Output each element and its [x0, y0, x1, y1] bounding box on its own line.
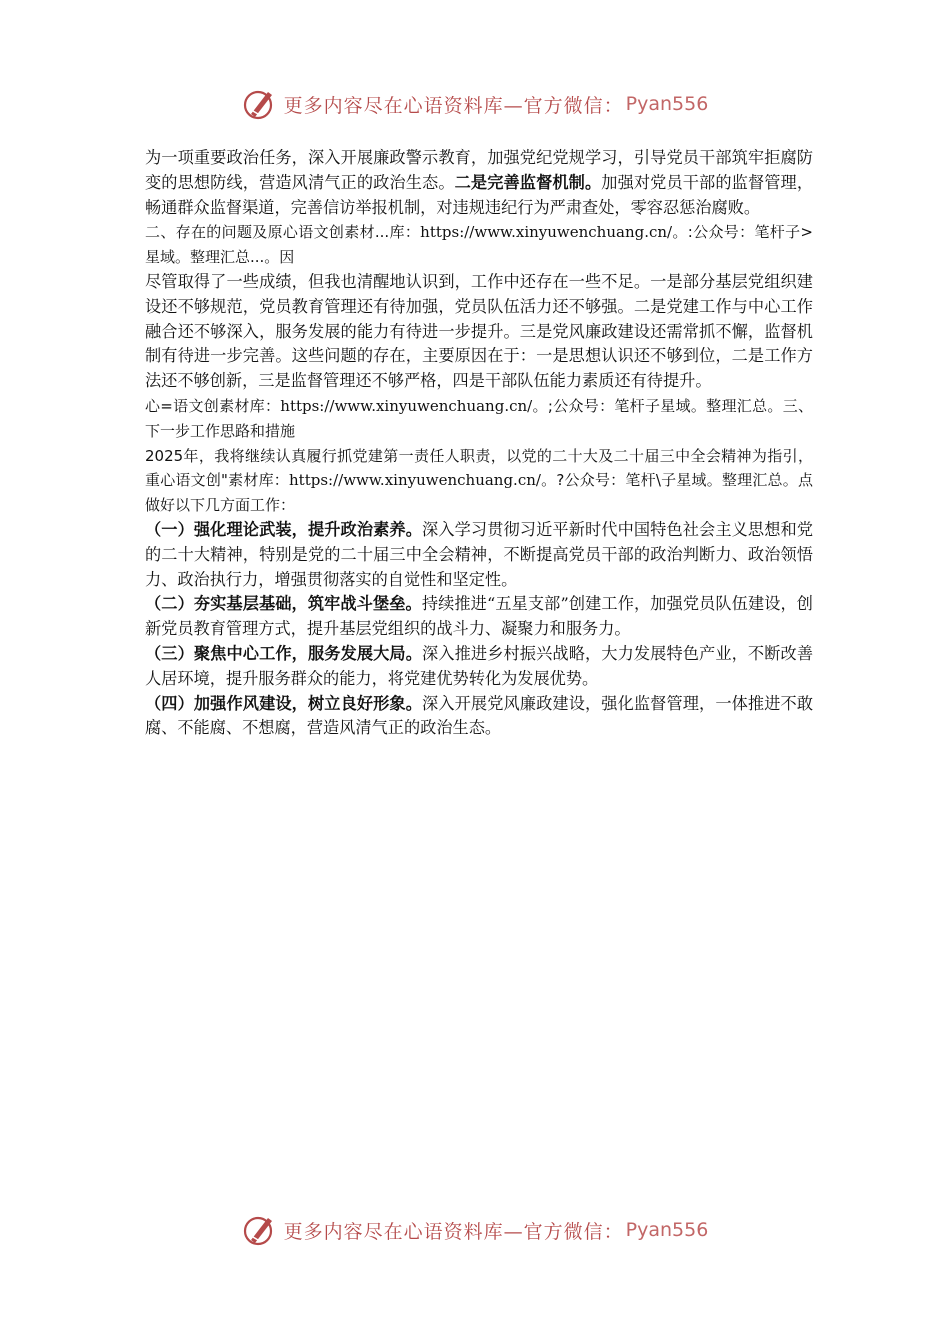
banner-wechat-id: Pyan556 [625, 93, 709, 115]
banner-text: 更多内容尽在心语资料库—官方微信： [283, 1220, 624, 1243]
paragraph-9-heading: （四）加强作风建设，树立良好形象。 [145, 693, 423, 713]
paragraph-3: 尽管取得了一些成绩，但我也清醒地认识到，工作中还存在一些不足。一是部分基层党组织建设还不够规范，党员教育管理还有待加强，党员队伍活力还不够强。二是党建工作与中心工作融合还不够深入，服务发展的能力有待进一步提升。三是党风廉政建设还需常抓不懈，监督机制有待进一步完善。这些问题的存在，主要原因在于：一是思想认识还不够到位，二是工作方法还不够创新，三是监督管理还不够严格，四是干部队伍能力素质还有待提升。 [145, 271, 813, 391]
paragraph-7-text: 持续推进“五星支部”创建工作，加强党员队伍建设，创新党员教育管理方式，提升基层党组织的战斗力、凝聚力和服务力。 [145, 594, 813, 639]
pen-circle-logo-icon [242, 1212, 278, 1248]
paragraph-6-heading: （一）强化理论武装，提升政治素养。 [145, 519, 423, 539]
paragraph-6-text: 深入学习贯彻习近平新时代中国特色社会主义思想和党的二十大精神，特别是党的二十届三中全会精神，不断提高党员干部的政治判断力、政治领悟力、政治执行力，增强贯彻落实的自觉性和坚定性。 [145, 519, 814, 589]
paragraph-4-url: https://www.xinyuwenchuang.cn/ [280, 396, 533, 415]
paragraph-4 [145, 394, 813, 444]
paragraph-2 [145, 220, 813, 270]
pen-circle-logo-icon [242, 86, 278, 122]
paragraph-5-pre: 2025年，我将继续认真履行抓党建第一责任人职责，以党的二十大及二十届三中全会精神为指引，重心语文创"素材库： [145, 446, 813, 490]
document-body [145, 146, 813, 741]
paragraph-1-bold: 二是完善监督机制。 [454, 172, 602, 192]
paragraph-2-post: 。:公众号：笔杆子>星域。整理汇总...。因 [145, 223, 813, 267]
paragraph-2-url: https://www.xinyuwenchuang.cn/ [420, 223, 673, 242]
paragraph-5-post: 。?公众号：笔杆\子星域。整理汇总。点做好以下几方面工作： [145, 471, 813, 515]
header-banner [0, 84, 950, 124]
paragraph-5 [145, 444, 813, 518]
paragraph-6 [145, 518, 813, 592]
paragraph-4-post: 。;公众号：笔杆子星域。整理汇总。三、下一步工作思路和措施 [145, 396, 813, 440]
paragraph-5-url: https://www.xinyuwenchuang.cn/ [289, 471, 541, 490]
paragraph-8-text: 深入推进乡村振兴战略，大力发展特色产业，不断改善人居环境，提升服务群众的能力，将党建优势转化为发展优势。 [145, 643, 814, 688]
banner-wechat-id: Pyan556 [625, 1219, 709, 1241]
footer-banner [0, 1210, 950, 1250]
paragraph-9-text: 深入开展党风廉政建设，强化监督管理，一体推进不敢腐、不能腐、不想腐，营造风清气正的政治生态。 [145, 693, 814, 738]
paragraph-1-text2: 加强对党员干部的监督管理，畅通群众监督渠道，完善信访举报机制，对违规违纪行为严肃查处，零容忍惩治腐败。 [145, 172, 814, 217]
paragraph-8-heading: （三）聚焦中心工作，服务发展大局。 [145, 643, 423, 663]
paragraph-7-heading: （二）夯实基层基础，筑牢战斗堡垒。 [145, 594, 422, 614]
paragraph-9 [145, 692, 813, 742]
paragraph-8 [145, 642, 813, 692]
paragraph-7 [145, 592, 813, 642]
paragraph-2-pre: 二、存在的问题及原心语文创素材...库： [145, 223, 421, 242]
paragraph-4-pre: 心=语文创素材库： [145, 396, 281, 415]
paragraph-1-text: 为一项重要政治任务，深入开展廉政警示教育，加强党纪党规学习，引导党员干部筑牢拒腐防变的思想防线，营造风清气正的政治生态。 [145, 148, 813, 192]
banner-text: 更多内容尽在心语资料库—官方微信： [283, 94, 624, 117]
paragraph-1 [145, 146, 813, 220]
